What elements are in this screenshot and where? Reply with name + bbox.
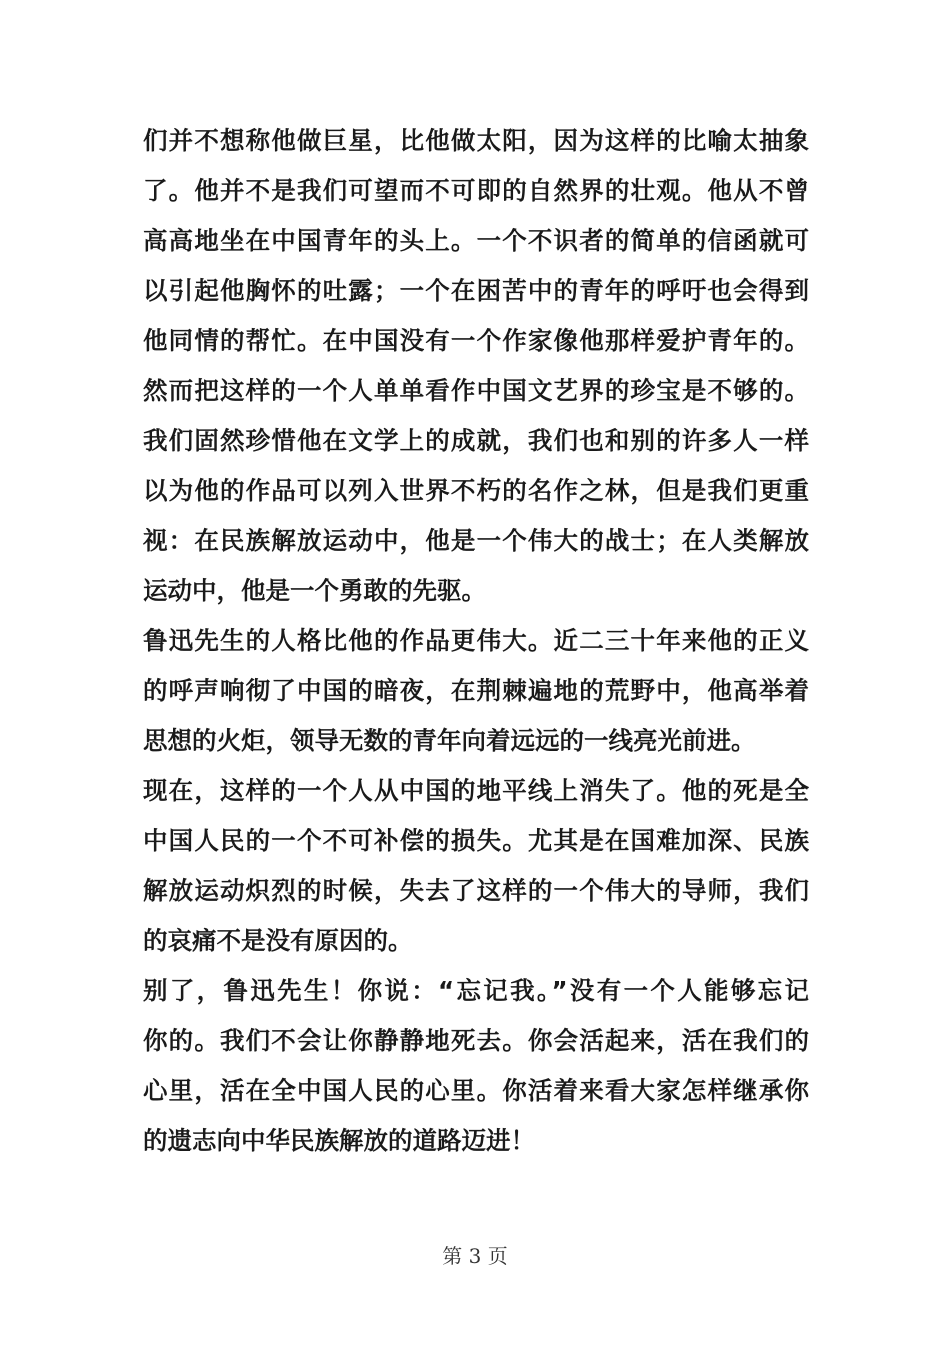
text-line: 我们固然珍惜他在文学上的成就，我们也和别的许多人一样 <box>143 426 809 455</box>
text-line: 你的。我们不会让你静静地死去。你会活起来，活在我们的 <box>143 1026 809 1055</box>
text-line: 中国人民的一个不可补偿的损失。尤其是在国难加深、民族 <box>143 826 809 855</box>
page-number: 第 3 页 <box>442 1244 508 1268</box>
text-line: 高高地坐在中国青年的头上。一个不识者的简单的信函就可 <box>143 226 809 255</box>
text-line: 别了，鲁迅先生！你说：“忘记我。”没有一个人能够忘记 <box>143 976 809 1005</box>
text-line: 了。他并不是我们可望而不可即的自然界的壮观。他从不曾 <box>143 176 809 205</box>
text-line: 的哀痛不是没有原因的。 <box>143 926 413 955</box>
text-line: 以引起他胸怀的吐露；一个在困苦中的青年的呼吁也会得到 <box>143 276 809 305</box>
text-line: 现在，这样的一个人从中国的地平线上消失了。他的死是全 <box>143 776 809 805</box>
text-line: 的遗志向中华民族解放的道路迈进！ <box>143 1126 535 1155</box>
text-line: 视：在民族解放运动中，他是一个伟大的战士；在人类解放 <box>143 526 809 555</box>
text-line: 以为他的作品可以列入世界不朽的名作之林，但是我们更重 <box>143 476 809 505</box>
text-line: 们并不想称他做巨星，比他做太阳，因为这样的比喻太抽象 <box>143 126 809 155</box>
text-line: 思想的火炬，领导无数的青年向着远远的一线亮光前进。 <box>143 726 756 755</box>
text-line: 运动中，他是一个勇敢的先驱。 <box>143 576 486 605</box>
text-line: 解放运动炽烈的时候，失去了这样的一个伟大的导师，我们 <box>143 876 809 905</box>
text-line: 然而把这样的一个人单单看作中国文艺界的珍宝是不够的。 <box>143 376 809 405</box>
text-line: 他同情的帮忙。在中国没有一个作家像他那样爱护青年的。 <box>143 326 809 355</box>
text-line: 心里，活在全中国人民的心里。你活着来看大家怎样继承你 <box>143 1076 809 1105</box>
text-line: 鲁迅先生的人格比他的作品更伟大。近二三十年来他的正义 <box>143 626 809 655</box>
text-line: 的呼声响彻了中国的暗夜，在荆棘遍地的荒野中，他高举着 <box>143 676 809 705</box>
body-text <box>143 116 809 1166</box>
